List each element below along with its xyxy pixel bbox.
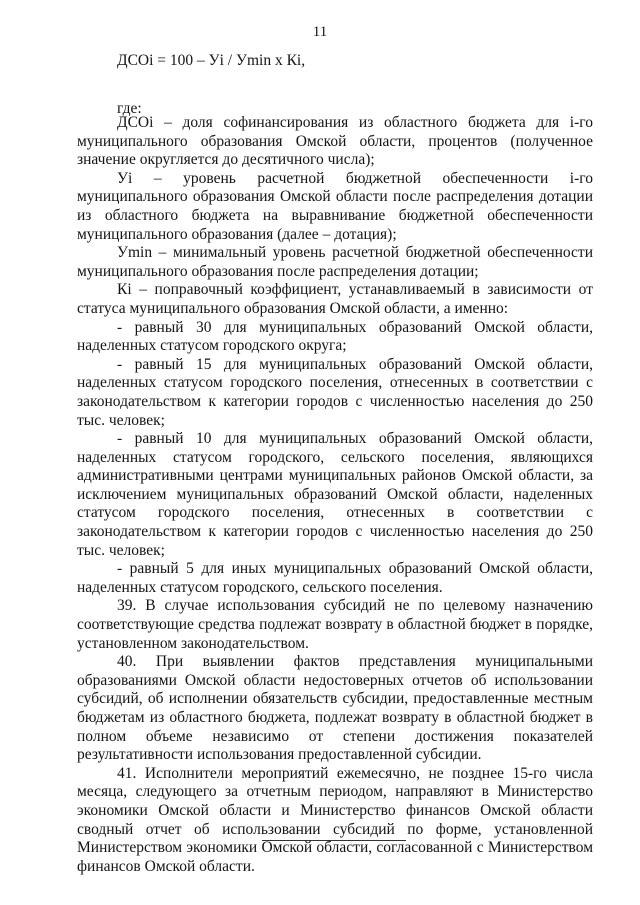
paragraph-41: 41. Исполнители мероприятий ежемесячно, не позднее 15-го числа месяца, следующего за отчетным периодом, направляют в Министерство экономики Омской области и Министерство финансов Омской области сводный отчет об использовании субсидий по форме, установленной Министерством экономики Омской области, согласованной с Министерством финансов Омской области. [77, 764, 593, 875]
paragraph-39: 39. В случае использования субсидий не по целевому назначению соответствующие средства подлежат возврату в областной бюджет в порядке, установленном законодательством. [77, 597, 593, 652]
page-number: 11 [312, 24, 328, 40]
document-body [77, 114, 593, 876]
paragraph-coef-30: - равный 30 для муниципальных образований Омской области, наделенных статусом городского округа; [77, 318, 593, 355]
end-separator-line [262, 840, 406, 841]
paragraph-ui-definition: Уi – уровень расчетной бюджетной обеспеченности i-го муниципального образования Омской области после распределения дотации из областного бюджета на выравнивание бюджетной обеспеченности муниципального образования (далее – дотация); [77, 169, 593, 243]
paragraph-40: 40. При выявлении фактов представления муниципальными образованиями Омской области недостоверных отчетов об использовании субсидий, об исполнении обязательств субсидии, предоставленные местным бюджетам из областного бюджета, подлежат возврату в областной бюджет в полном объеме независимо от степени достижения показателей результативности использования предоставленной субсидии. [77, 653, 593, 764]
where-label: где: [117, 100, 142, 117]
paragraph-umin-definition: Уmin – минимальный уровень расчетной бюджетной обеспеченности муниципального образования после распределения дотации; [77, 244, 593, 280]
formula: ДСОi = 100 – Уi / Уmin x Кi, [117, 52, 306, 69]
paragraph-ki-definition: Кi – поправочный коэффициент, устанавливаемый в зависимости от статуса муниципального образования Омской области, а именно: [77, 281, 593, 317]
paragraph-coef-15: - равный 15 для муниципальных образований Омской области, наделенных статусом городского поселения, отнесенных в соответствии с законодательством к категории городов с численностью населения до 250 тыс. человек; [77, 355, 593, 429]
paragraph-coef-10: - равный 10 для муниципальных образований Омской области, наделенных статусом городского, сельского поселения, являющихся административными центрами муниципальных районов Омской области, за исключением муниципальных образований Омской области, наделенных статусом городского поселения, отнесенных в соответствии с законодательством к категории городов с численностью населения до 250 тыс. человек; [77, 430, 593, 559]
paragraph-coef-5: - равный 5 для иных муниципальных образований Омской области, наделенных статусом городского, сельского поселения. [77, 560, 593, 596]
paragraph-dsoi-definition: ДСОi – доля софинансирования из областного бюджета для i-го муниципального образования Омской области, процентов (полученное значение округляется до десятичного числа); [77, 114, 593, 169]
